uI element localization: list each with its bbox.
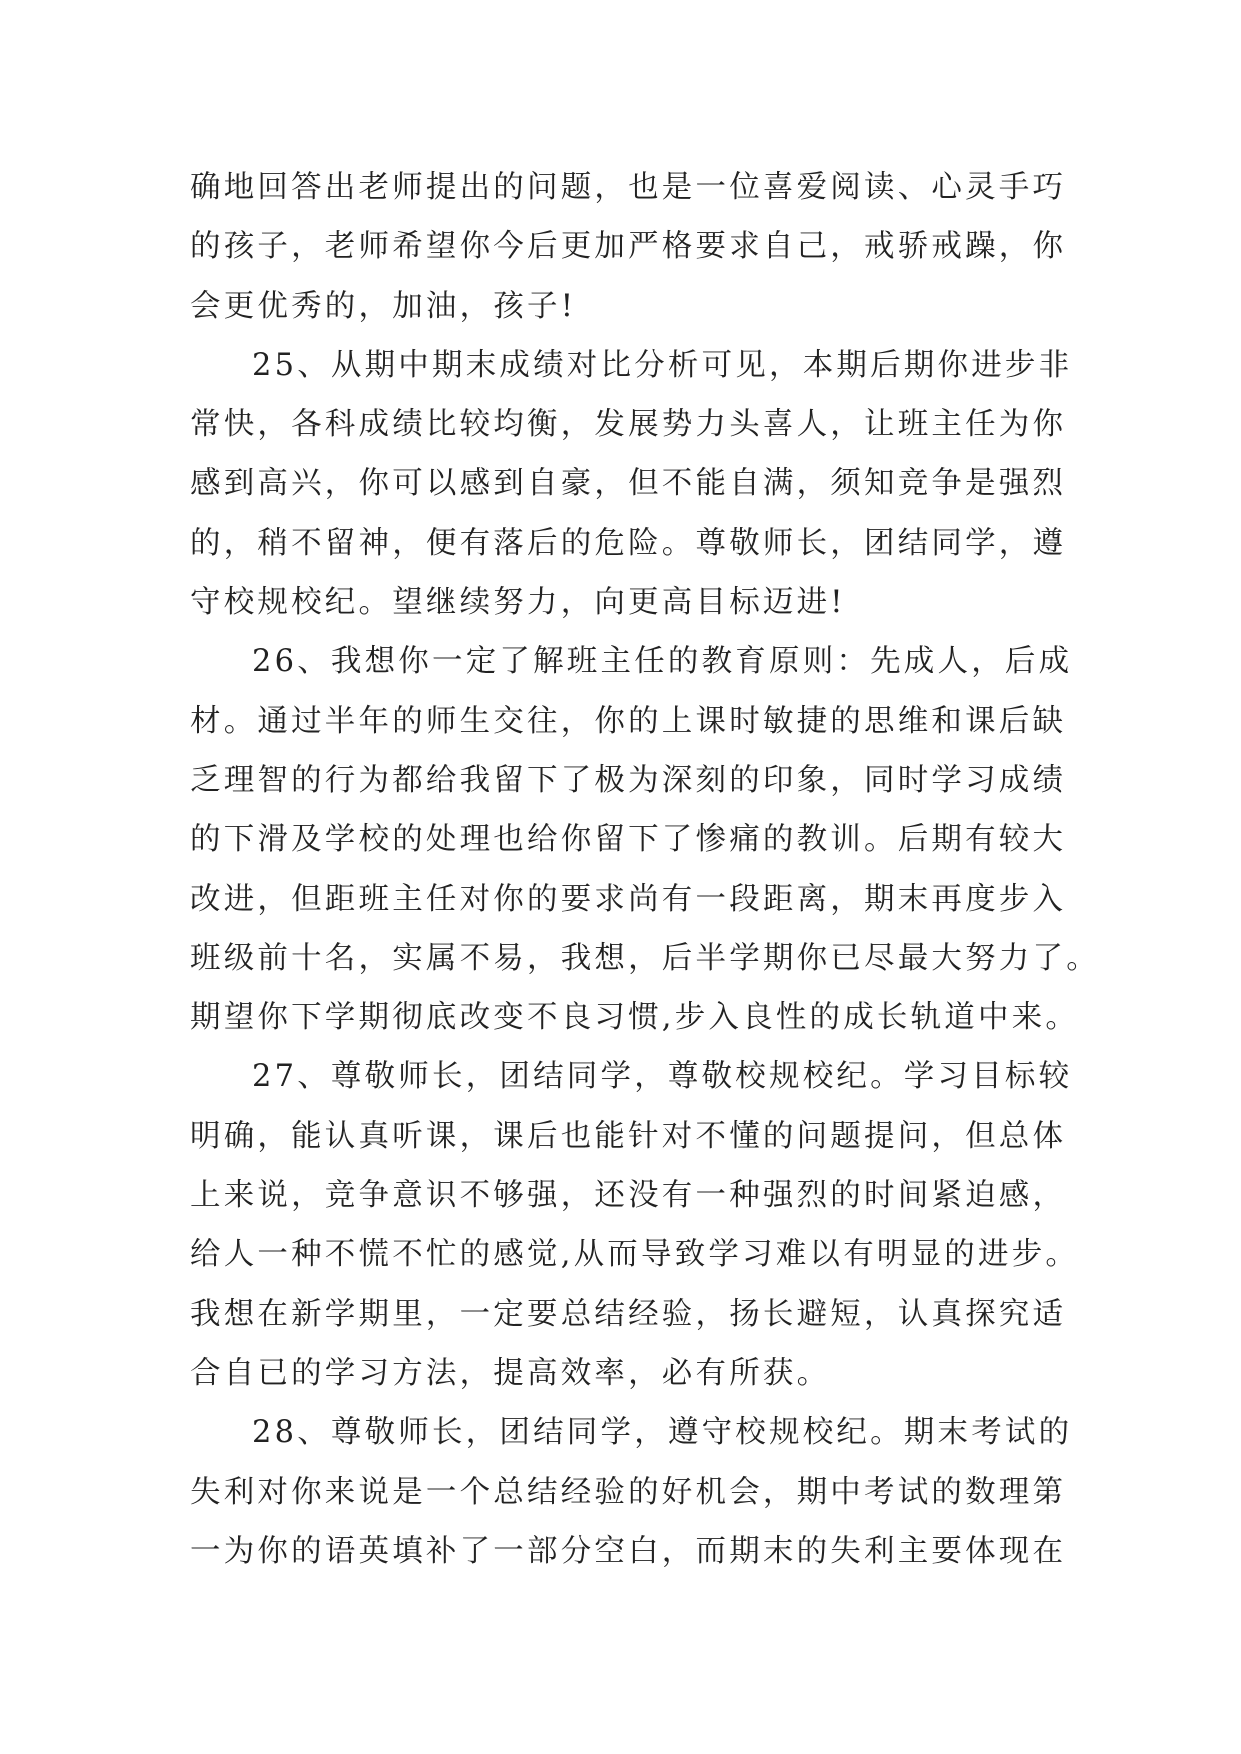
text-line-18: 上来说，竞争意识不够强，还没有一种强烈的时间紧迫感， [190, 1178, 1067, 1214]
text-line-6: 感到高兴，你可以感到自豪，但不能自满，须知竞争是强烈 [190, 466, 1067, 502]
text-line-22: 28、尊敬师长，团结同学，遵守校规校纪。期末考试的 [252, 1415, 1073, 1451]
text-line-16: 27、尊敬师长，团结同学，尊敬校规校纪。学习目标较 [252, 1059, 1073, 1095]
text-line-21: 合自已的学习方法，提高效率，必有所获。 [190, 1355, 831, 1391]
text-line-2: 的孩子，老师希望你今后更加严格要求自己，戒骄戒躁，你 [190, 229, 1067, 265]
text-line-8: 守校规校纪。望继续努力，向更高目标迈进! [190, 585, 846, 621]
text-line-19: 给人一种不慌不忙的感觉,从而导致学习难以有明显的进步。 [190, 1237, 1080, 1273]
text-line-1: 确地回答出老师提出的问题，也是一位喜爱阅读、心灵手巧 [190, 170, 1067, 205]
text-line-23: 失利对你来说是一个总结经验的好机会，期中考试的数理第 [190, 1474, 1067, 1510]
text-line-24: 一为你的语英填补了一部分空白，而期末的失利主要体现在 [190, 1533, 1067, 1569]
text-line-12: 的下滑及学校的处理也给你留下了惨痛的教训。后期有较大 [190, 822, 1067, 858]
text-line-10: 材。通过半年的师生交往，你的上课时敏捷的思维和课后缺 [190, 703, 1067, 739]
text-line-11: 乏理智的行为都给我留下了极为深刻的印象，同时学习成绩 [190, 762, 1067, 798]
text-line-4: 25、从期中期末成绩对比分析可见，本期后期你进步非 [252, 347, 1073, 383]
text-line-15: 期望你下学期彻底改变不良习惯,步入良性的成长轨道中来。 [190, 1000, 1080, 1036]
text-line-5: 常快，各科成绩比较均衡，发展势力头喜人，让班主任为你 [190, 407, 1067, 443]
text-line-13: 改进，但距班主任对你的要求尚有一段距离，期末再度步入 [190, 881, 1067, 917]
text-line-20: 我想在新学期里，一定要总结经验，扬长避短，认真探究适 [190, 1296, 1067, 1332]
text-line-3: 会更优秀的，加油，孩子! [190, 288, 577, 324]
body-text [190, 158, 1100, 1581]
text-line-17: 明确，能认真听课，课后也能针对不懂的问题提问，但总体 [190, 1118, 1067, 1154]
text-line-7: 的，稍不留神，便有落后的危险。尊敬师长，团结同学，遵 [190, 525, 1067, 561]
text-line-14: 班级前十名，实属不易，我想，后半学期你已尽最大努力了。 [190, 940, 1100, 976]
text-line-9: 26、我想你一定了解班主任的教育原则：先成人，后成 [252, 644, 1073, 680]
